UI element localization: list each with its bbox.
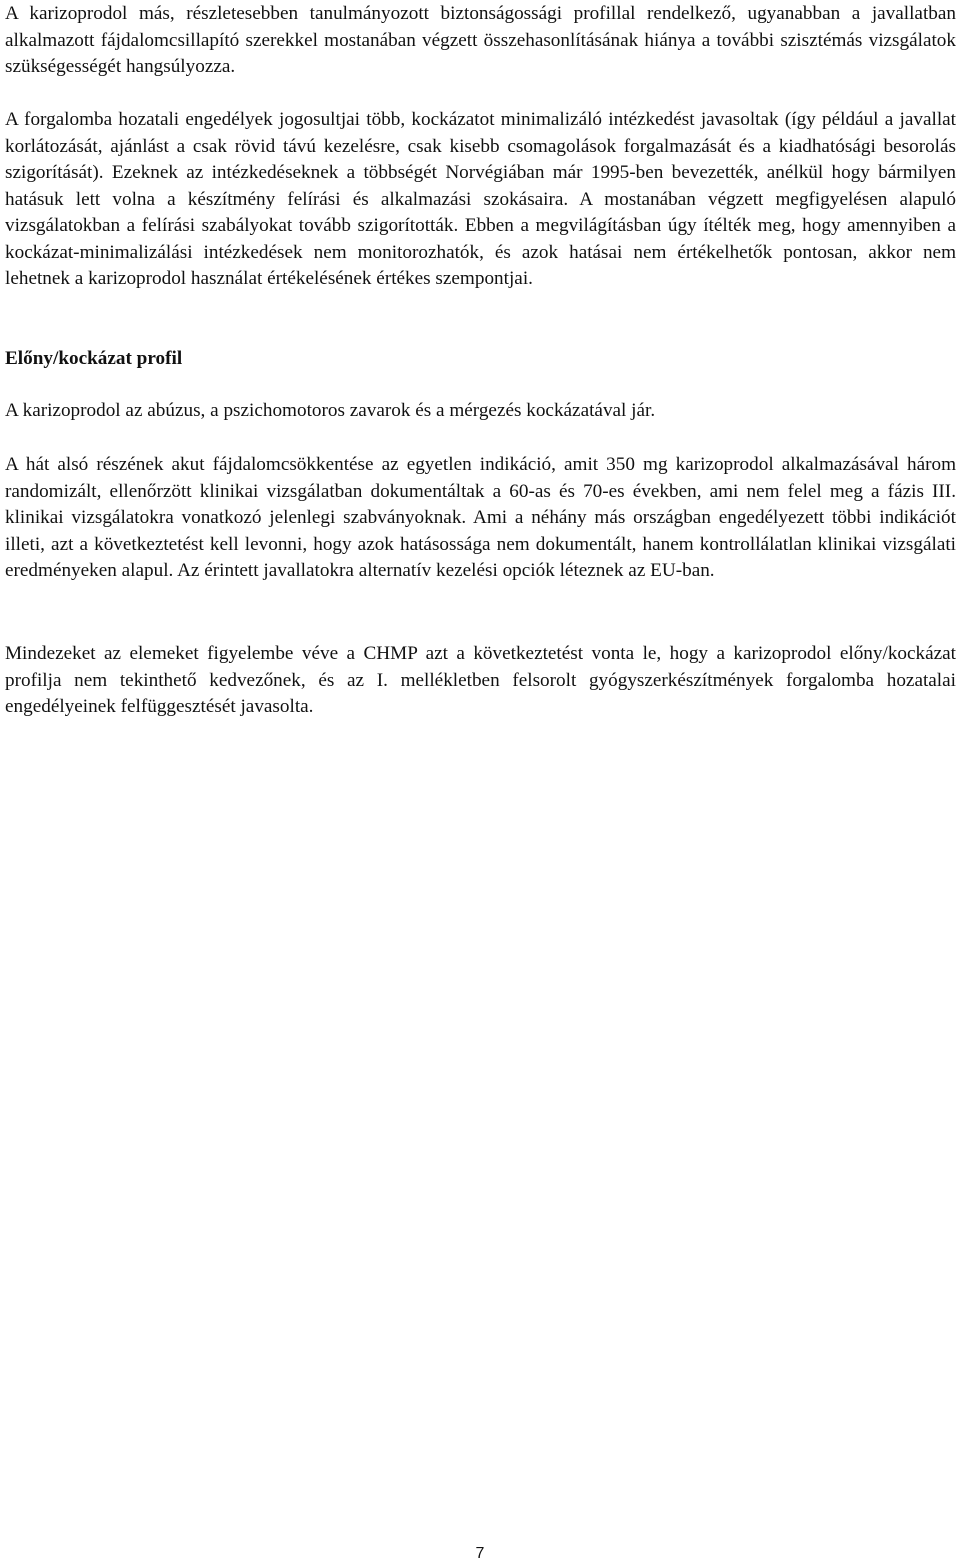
paragraph-risk-minimisation: A forgalomba hozatali engedélyek jogosultjai több, kockázatot minimalizáló intézkedést javasoltak (így például a javallat korlátozását, ajánlást a csak rövid távú kezelésre, csak kisebb csomagolások forgalmazását és a kiadhatósági besorolás szigorítását). Ezeknek az intézkedéseknek a többségét Norvégiában már 1995-ben bevezették, anélkül hogy bármilyen hatásuk lett volna a készítmény felírási és alkalmazási szokásaira. A mostanában végzett megfigyelésen alapuló vizsgálatokban a felírási szabályokat tovább szigorították. Ebben a megvilágításban úgy ítélték meg, hogy amennyiben a kockázat-minimalizálási intézkedések nem monitorozhatók, és azok hatásai nem értékelhetők pontosan, akkor nem lehetnek a karizoprodol használat értékelésének értékes szempontjai.: [5, 109, 956, 289]
paragraph-indication: A hát alsó részének akut fájdalomcsökkentése az egyetlen indikáció, amit 350 mg karizoprodol alkalmazásával három randomizált, ellenőrzött klinikai vizsgálatban dokumentáltak a 60-as és 70-es években, ami nem felel meg a fázis III. klinikai vizsgálatokra vonatkozó jelenlegi szabványoknak. Ami a néhány más országban engedélyezett többi indikációt illeti, azt a következtetést kell levonni, hogy azok hatásossága nem dokumentált, hanem kontrollálatlan klinikai vizsgálati eredményeken alapul. Az érintett javallatokra alternatív kezelési opciók léteznek az EU-ban.: [5, 454, 956, 581]
page-number: 7: [475, 1545, 485, 1562]
paragraph-conclusion: Mindezeket az elemeket figyelembe véve a CHMP azt a következtetést vonta le, hogy a karizoprodol előny/kockázat profilja nem tekinthető kedvezőnek, és az I. mellékletben felsorolt gyógyszerkészítmények forgalomba hozatalai engedélyeinek felfüggesztését javasolta.: [5, 643, 956, 717]
paragraph-risks: A karizoprodol az abúzus, a pszichomotoros zavarok és a mérgezés kockázatával jár.: [5, 400, 656, 421]
paragraph-comparison-lack: A karizoprodol más, részletesebben tanulmányozott biztonságossági profillal rendelkező, ugyanabban a javallatban alkalmazott fájdalomcsillapító szerekkel mostanában végzett összehasonlításának hiánya a további szisztémás vizsgálatok szükségességét hangsúlyozza.: [5, 3, 956, 77]
section-heading-benefit-risk: Előny/kockázat profil: [5, 348, 183, 369]
